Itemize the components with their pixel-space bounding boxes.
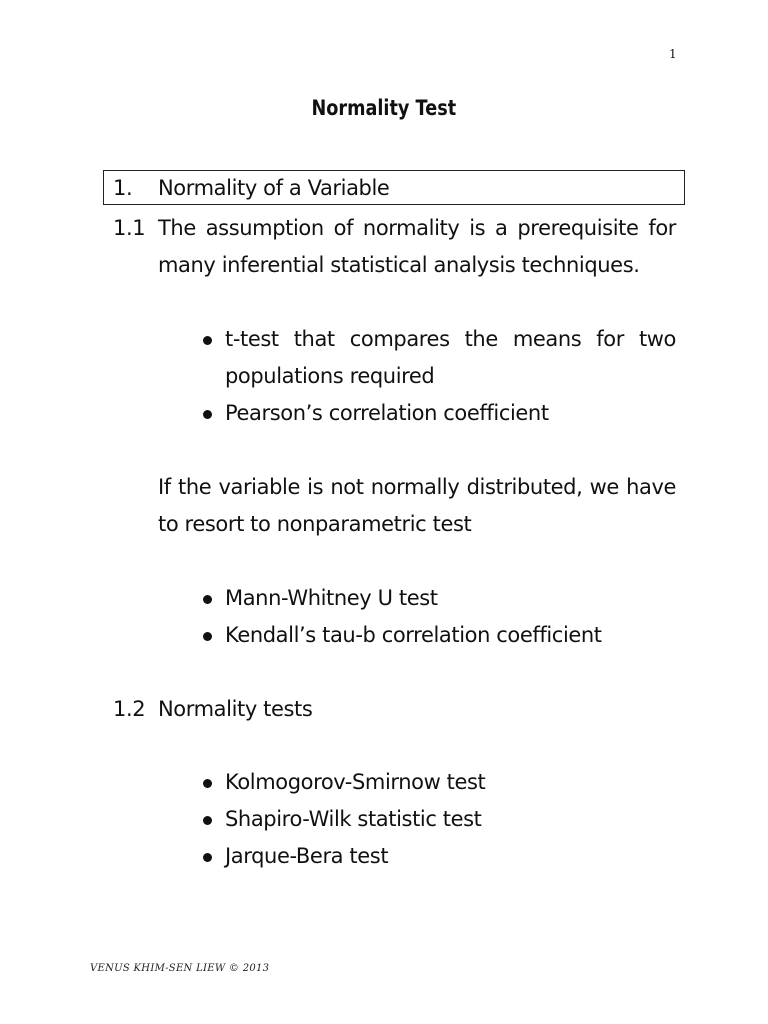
list-item-text: Kolmogorov-Smirnow test: [225, 770, 486, 794]
nonparametric-test-list: [203, 580, 676, 654]
section-1-2-heading: Normality tests: [158, 697, 313, 721]
section-1-1-text: The assumption of normality is a prerequisite for many inferential statistical analysis techniques.: [158, 216, 676, 277]
list-item: [203, 321, 676, 395]
list-item-text: Kendall’s tau-b correlation coefficient: [225, 623, 602, 647]
list-item: [203, 801, 676, 838]
bullet-icon: [203, 595, 212, 604]
bullet-icon: [203, 410, 212, 419]
list-item-text: t-test that compares the means for two populations required: [225, 327, 676, 388]
section-1-2-number: 1.2: [113, 697, 146, 721]
parametric-test-list: [203, 321, 676, 432]
section-1-heading: Normality of a Variable: [158, 176, 390, 200]
section-1-1-number: 1.1: [113, 216, 146, 240]
list-item: [203, 395, 676, 432]
normality-test-list: [203, 764, 676, 875]
list-item-text: Pearson’s correlation coefficient: [225, 401, 549, 425]
nonparametric-note: If the variable is not normally distributed, we have to resort to nonparametric test: [158, 475, 676, 536]
page-title: Normality Test: [311, 96, 457, 120]
bullet-icon: [203, 336, 212, 345]
list-item-text: Shapiro-Wilk statistic test: [225, 807, 482, 831]
list-item: [203, 764, 676, 801]
copyright-footer: VENUS KHIM-SEN LIEW © 2013: [90, 963, 270, 974]
list-item: [203, 617, 676, 654]
list-item-text: Jarque-Bera test: [225, 844, 389, 868]
bullet-icon: [203, 853, 212, 862]
list-item-text: Mann-Whitney U test: [225, 586, 438, 610]
list-item: [203, 580, 676, 617]
list-item: [203, 838, 676, 875]
section-1-number: 1.: [113, 176, 133, 200]
bullet-icon: [203, 816, 212, 825]
bullet-icon: [203, 779, 212, 788]
page-number: 1: [669, 47, 677, 61]
bullet-icon: [203, 632, 212, 641]
